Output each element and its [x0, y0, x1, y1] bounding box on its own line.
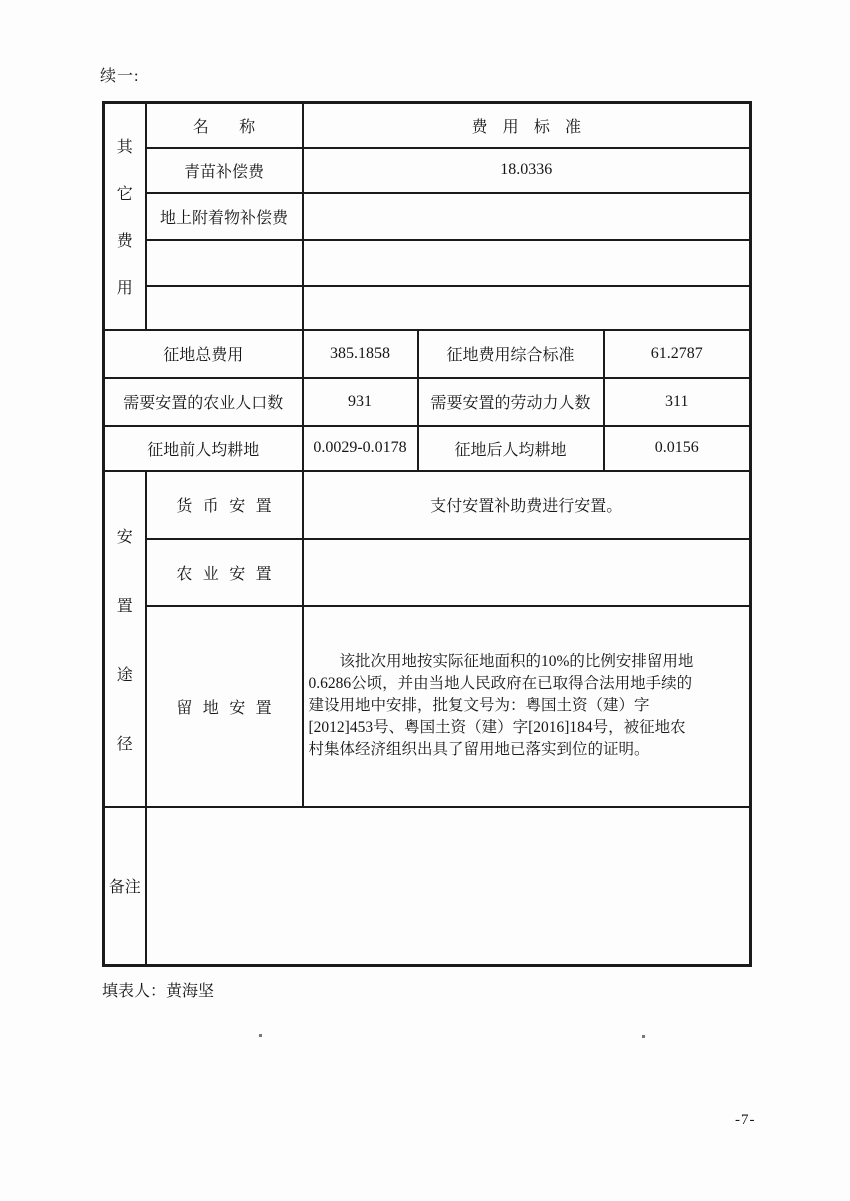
fee-row-ground-attachments [104, 193, 751, 240]
summary-value-cell: 931 [303, 378, 418, 426]
summary-label-cell: 需要安置的劳动力人数 [418, 378, 604, 426]
fee-name-cell: 地上附着物补偿费 [146, 193, 303, 240]
resettlement-row-reserved-land [104, 606, 751, 807]
resettlement-type-cell [146, 471, 303, 539]
summary-value-cell: 385.1858 [303, 330, 418, 378]
other-fees-char: 其 [116, 139, 133, 157]
other-fees-section-header-cell [104, 103, 146, 330]
fee-value-cell [303, 240, 751, 286]
name-header-cell [146, 103, 303, 148]
scan-speck [642, 1035, 645, 1038]
agricultural-resettlement-label: 农业安置 [176, 565, 282, 583]
summary-value-cell: 0.0029-0.0178 [303, 426, 418, 471]
fee-row-empty-2 [104, 286, 751, 330]
page-number: -7- [735, 1112, 756, 1128]
resettlement-char: 置 [116, 597, 133, 615]
reserved-land-resettlement-label: 留地安置 [176, 699, 282, 717]
resettlement-type-cell [146, 539, 303, 606]
fee-name-cell [146, 240, 303, 286]
form-filler-line: 填表人：黄海坚 [102, 983, 215, 1000]
summary-value-cell: 0.0156 [604, 426, 751, 471]
summary-label-cell: 征地后人均耕地 [418, 426, 604, 471]
paragraph-line: 村集体经济组织出具了留用地已落实到位的证明。 [308, 741, 650, 758]
fee-value-cell [303, 193, 751, 240]
summary-value-cell: 311 [604, 378, 751, 426]
reserved-land-resettlement-content [303, 606, 751, 807]
paragraph-line: [2012]453号、粤国土资（建）字[2016]184号，被征地农 [308, 719, 686, 736]
summary-label-cell: 征地费用综合标准 [418, 330, 604, 378]
other-fees-vertical-title [105, 134, 145, 298]
summary-row-total-cost [104, 330, 751, 378]
resettlement-row-monetary [104, 471, 751, 539]
name-header-label: 名称 [192, 118, 286, 136]
resettlement-section-header-cell [104, 471, 146, 807]
fee-value-cell [303, 286, 751, 330]
other-fees-char: 费 [116, 233, 133, 251]
resettlement-char: 安 [116, 528, 133, 546]
agricultural-resettlement-content [303, 539, 751, 606]
paragraph-line: 0.6286公顷，并由当地人民政府在已取得合法用地手续的 [308, 675, 693, 692]
summary-row-population [104, 378, 751, 426]
resettlement-char: 径 [116, 735, 133, 753]
fee-header-row [104, 103, 751, 148]
land-acquisition-cost-table [102, 101, 752, 967]
remarks-label-cell: 备注 [104, 807, 146, 966]
summary-value-cell: 61.2787 [604, 330, 751, 378]
fee-standard-header-cell [303, 103, 751, 148]
remarks-row [104, 807, 751, 966]
resettlement-vertical-title [105, 524, 145, 754]
fee-value-cell: 18.0336 [303, 148, 751, 193]
monetary-resettlement-label: 货币安置 [176, 498, 282, 515]
fee-standard-header-label: 费用标准 [471, 118, 597, 136]
fee-name-cell: 青苗补偿费 [146, 148, 303, 193]
resettlement-type-cell [146, 606, 303, 807]
summary-label-cell: 征地前人均耕地 [104, 426, 303, 471]
scan-speck [259, 1034, 262, 1037]
paragraph-line: 建设用地中安排，批复文号为：粤国土资（建）字 [308, 697, 650, 714]
other-fees-char: 它 [116, 186, 133, 204]
remarks-content-cell [146, 807, 751, 966]
summary-label-cell: 需要安置的农业人口数 [104, 378, 303, 426]
resettlement-row-agricultural [104, 539, 751, 606]
resettlement-char: 途 [116, 666, 133, 684]
summary-label-cell: 征地总费用 [104, 330, 303, 378]
summary-row-farmland-per-capita [104, 426, 751, 471]
reserved-land-paragraph [304, 647, 750, 765]
fee-name-cell [146, 286, 303, 330]
fee-row-young-crops [104, 148, 751, 193]
other-fees-char: 用 [116, 280, 133, 298]
continuation-label: 续一: [100, 68, 140, 85]
fee-row-empty-1 [104, 240, 751, 286]
paragraph-line: 该批次用地按实际征地面积的10%的比例安排留用地 [339, 653, 694, 670]
monetary-resettlement-content: 支付安置补助费进行安置。 [303, 471, 751, 539]
